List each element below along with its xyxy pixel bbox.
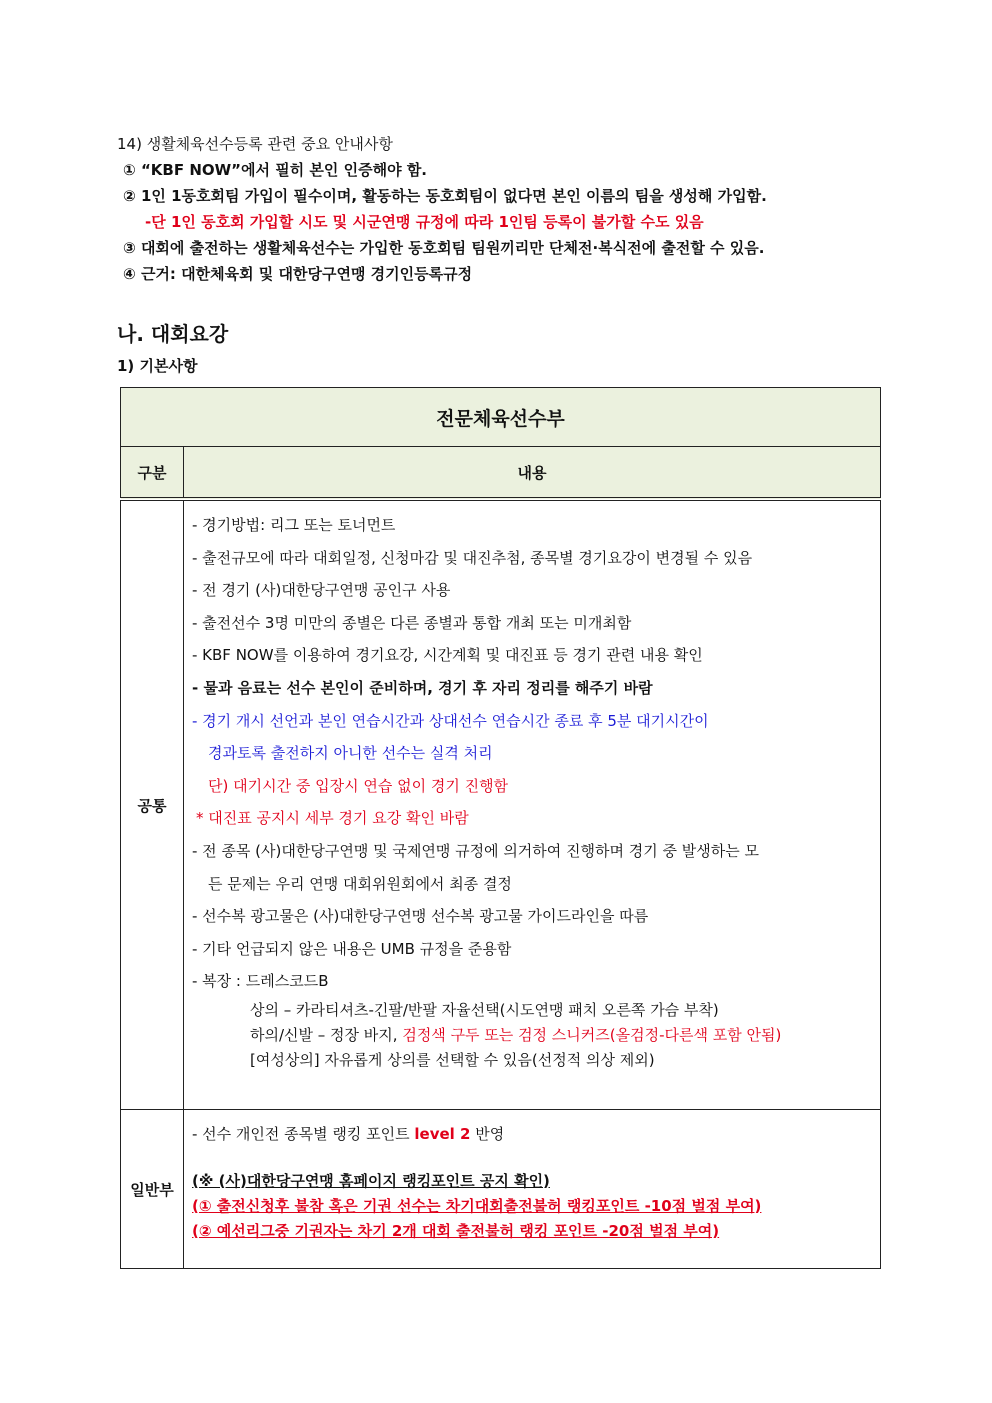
header-category: 구분 — [121, 447, 184, 500]
dress-code-women: [여성상의] 자유롭게 상의를 선택할 수 있음(선정적 의상 제외) — [250, 1050, 655, 1069]
category-general: 일반부 — [121, 1110, 184, 1269]
common-line-12: 든 문제는 우리 연맹 대회위원회에서 최종 결정 — [208, 874, 512, 893]
common-line-8: 경과토록 출전하지 아니한 선수는 실격 처리 — [208, 744, 493, 763]
general-line-2: (※ (사)대한당구연맹 홈페이지 랭킹포인트 공지 확인) — [192, 1171, 550, 1190]
general-line-1-suffix: 반영 — [470, 1125, 505, 1143]
common-line-3: - 전 경기 (사)대한당구연맹 공인구 사용 — [192, 581, 451, 600]
notice-item-2-note: -단 1인 동호회 가입할 시도 및 시군연맹 규정에 따라 1인팀 등록이 불가할 수도 있음 — [145, 213, 704, 231]
notice-item-2-text: 1인 1동호회팀 가입이 필수이며, 활동하는 동호회팀이 없다면 본인 이름의 팀을 생성해 가입함. — [140, 187, 767, 205]
category-common: 공통 — [121, 499, 184, 1110]
common-line-14: - 기타 언급되지 않은 내용은 UMB 규정을 준용함 — [192, 939, 512, 958]
notice-item-4 — [117, 261, 887, 287]
notice-item-1-num: ① — [123, 161, 136, 179]
common-line-11: - 전 종목 (사)대한당구연맹 및 국제연맹 규정에 의거하여 진행하며 경기 중 발생하는 모 — [192, 841, 759, 860]
general-line-1 — [192, 1118, 872, 1151]
table-title: 전문체육선수부 — [121, 388, 881, 447]
dress-code-top: 상의 – 카라티셔츠-긴팔/반팔 자율선택(시도연맹 패치 오른쪽 가슴 부착) — [250, 1000, 719, 1019]
header-content: 내용 — [184, 447, 881, 500]
dress-code-bottom — [192, 1023, 872, 1048]
common-line-2: - 출전규모에 따라 대회일정, 신청마감 및 대진추첨, 종목별 경기요강이 변경될 수 있음 — [192, 548, 753, 567]
section-subtitle: 1) 기본사항 — [117, 357, 198, 375]
table-row-general — [121, 1110, 881, 1269]
notice-item-1-text: “KBF NOW”에서 필히 본인 인증해야 함. — [140, 161, 428, 179]
table-row-common — [121, 499, 881, 1110]
common-line-1: - 경기방법: 리그 또는 토너먼트 — [192, 516, 396, 534]
general-level: level 2 — [414, 1125, 471, 1143]
notice-item-2-num: ② — [123, 187, 136, 205]
common-line-13: - 선수복 광고물은 (사)대한당구연맹 선수복 광고물 가이드라인을 따름 — [192, 907, 649, 926]
notice-item-1 — [117, 157, 887, 183]
common-line-15: - 복장 : 드레스코드B — [192, 972, 329, 991]
common-line-7: - 경기 개시 선언과 본인 연습시간과 상대선수 연습시간 종료 후 5분 대기시간이 — [192, 711, 709, 730]
general-line-1-text: - 선수 개인전 종목별 랭킹 포인트 — [192, 1125, 415, 1143]
common-line-6: - 물과 음료는 선수 본인이 준비하며, 경기 후 자리 정리를 해주기 바람 — [192, 678, 653, 697]
rules-table — [120, 387, 881, 1269]
notice-item-2 — [117, 183, 887, 209]
notice-item-3-num: ③ — [123, 239, 136, 257]
dress-code-shoes: 검정색 구두 또는 검정 스니커즈(올검정-다른색 포함 안됨) — [402, 1025, 782, 1044]
registration-notice — [117, 131, 887, 287]
general-line-4: (② 예선리그중 기권자는 차기 2개 대회 출전불허 랭킹 포인트 -20점 벌점 부여) — [192, 1221, 720, 1240]
general-content — [184, 1110, 881, 1269]
common-line-5: - KBF NOW를 이용하여 경기요강, 시간계획 및 대진표 등 경기 관련 내용 확인 — [192, 646, 703, 665]
common-line-9: 단) 대기시간 중 입장시 연습 없이 경기 진행함 — [208, 776, 509, 795]
notice-item-4-text: 근거: 대한체육회 및 대한당구연맹 경기인등록규정 — [140, 265, 473, 283]
common-content — [184, 499, 881, 1110]
notice-item-3 — [117, 235, 887, 261]
common-line-10: * 대진표 공지시 세부 경기 요강 확인 바람 — [196, 809, 469, 828]
section-title: 나. 대회요강 — [117, 322, 229, 346]
dress-code-bottom-text: 하의/신발 – 정장 바지, — [250, 1025, 403, 1044]
general-line-3: (① 출전신청후 불참 혹은 기권 선수는 차기대회출전불허 랭킹포인트 -10점 벌점 부여) — [192, 1196, 762, 1215]
notice-item-4-num: ④ — [123, 265, 136, 283]
notice-item-3-text: 대회에 출전하는 생활체육선수는 가입한 동호회팀 팀원끼리만 단체전·복식전에 출전할 수 있음. — [140, 239, 765, 257]
notice-heading: 14) 생활체육선수등록 관련 중요 안내사항 — [117, 135, 393, 153]
common-line-4: - 출전선수 3명 미만의 종별은 다른 종별과 통합 개최 또는 미개최함 — [192, 613, 632, 632]
